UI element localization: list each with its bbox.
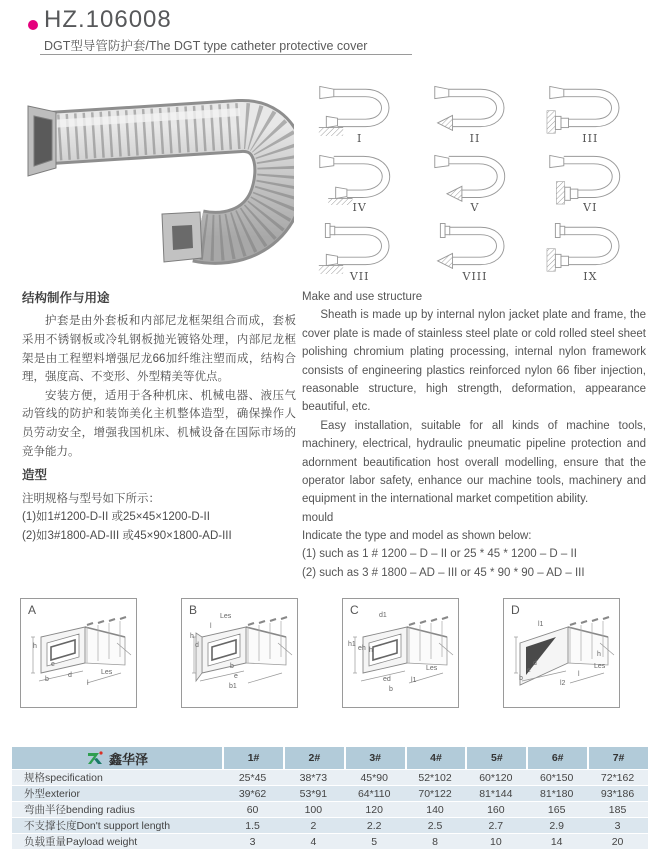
hook-diagram-drawing	[536, 216, 644, 274]
table-row	[12, 769, 648, 785]
dimension-label: e	[527, 667, 531, 674]
column-header-4: 4#	[405, 747, 466, 769]
hook-diagram-drawing	[306, 216, 414, 274]
accent-bullet-icon	[28, 20, 38, 30]
table-cell: 120	[344, 801, 405, 817]
dimension-label: b	[45, 676, 49, 683]
dimension-label: Les	[220, 613, 232, 620]
hook-diagram-drawing	[421, 78, 529, 136]
diagram-numeral: I	[356, 132, 363, 145]
diagram-numeral: VIII	[462, 270, 488, 283]
row-label: 弯曲半径bending radius	[12, 801, 222, 817]
product-photo	[12, 76, 294, 282]
dimension-label: Les	[594, 663, 606, 670]
dimension-drawing-c	[342, 598, 459, 708]
row-label: 负载重量Payload weight	[12, 833, 222, 849]
mounting-diagram-iii	[533, 78, 648, 147]
dimension-label: l1	[411, 677, 417, 684]
header-divider	[40, 54, 412, 55]
table-cell: 81*144	[465, 785, 526, 801]
dimension-label: h1	[348, 641, 356, 648]
cn-model-example-2: (2)如3#1800-AD-III 或45×90×1800-AD-III	[22, 529, 232, 542]
en-model-example-2: (2) such as 3 # 1800 – AD – III or 45 * 90 * 90 – AD – III	[302, 566, 585, 579]
table-cell: 5	[344, 833, 405, 849]
table-cell: 3	[222, 833, 283, 849]
mounting-diagram-viii	[417, 216, 532, 285]
spec-table-head	[12, 747, 648, 769]
dimension-label: b	[389, 686, 393, 693]
table-cell: 2.2	[344, 817, 405, 833]
table-cell: 25*45	[222, 769, 283, 785]
dimension-label: d	[195, 642, 199, 649]
column-header-6: 6#	[526, 747, 587, 769]
dimension-label: b1	[229, 683, 237, 690]
table-cell: 14	[526, 833, 587, 849]
cn-paragraph-2: 安装方便，适用于各种机床、机械电器、液压气动管线的防护和装饰美化主机整体造型，确保操作人员劳动安全，增强我国机床、机械设备在国际市场的竞争能力。	[22, 389, 296, 458]
mounting-diagram-ii	[417, 78, 532, 147]
hook-diagram-drawing	[536, 78, 644, 136]
specification-table	[12, 747, 648, 849]
dimension-label: e	[234, 673, 238, 680]
conduit-sketch	[343, 599, 460, 707]
table-cell: 1.5	[222, 817, 283, 833]
dimension-label: b	[230, 663, 234, 670]
brand-logo-icon	[86, 750, 106, 767]
page-title: HZ.106008	[44, 6, 172, 33]
table-cell: 39*62	[222, 785, 283, 801]
chinese-text-column	[22, 288, 296, 545]
hook-diagram-drawing	[421, 216, 529, 274]
table-header-row	[12, 747, 648, 769]
mounting-diagram-v	[417, 147, 532, 216]
drawing-letter: D	[511, 603, 520, 617]
table-row	[12, 801, 648, 817]
dimension-label: d	[533, 660, 537, 667]
dimension-label: d	[68, 672, 72, 679]
table-row	[12, 817, 648, 833]
mounting-diagram-vii	[302, 216, 417, 285]
mounting-style-diagrams	[302, 78, 648, 286]
table-row	[12, 785, 648, 801]
column-header-1: 1#	[222, 747, 283, 769]
hook-diagram-drawing	[306, 78, 414, 136]
table-cell: 2.9	[526, 817, 587, 833]
dimension-label: l	[210, 623, 212, 630]
hook-diagram-drawing	[536, 147, 644, 205]
dimension-label: Les	[101, 669, 113, 676]
table-cell: 10	[465, 833, 526, 849]
table-cell: 100	[283, 801, 344, 817]
brand-name: 鑫华泽	[109, 751, 149, 767]
mounting-diagram-i	[302, 78, 417, 147]
dimension-label: Les	[426, 665, 438, 672]
dimension-label: l	[87, 680, 89, 687]
cn-model-note: 注明规格与型号如下所示：	[22, 492, 160, 505]
mounting-diagram-ix	[533, 216, 648, 285]
cn-model-heading: 造型	[22, 468, 48, 483]
diagram-numeral: V	[470, 201, 480, 214]
drawing-letter: C	[350, 603, 359, 617]
dimension-drawing-b	[181, 598, 298, 708]
dimension-label: l1	[538, 621, 544, 628]
table-cell: 185	[587, 801, 648, 817]
table-cell: 165	[526, 801, 587, 817]
dimension-drawing-a	[20, 598, 137, 708]
table-cell: 2.7	[465, 817, 526, 833]
table-cell: 140	[405, 801, 466, 817]
diagram-numeral: VI	[583, 201, 598, 214]
dimension-label: h	[369, 647, 373, 654]
en-model-example-1: (1) such as 1 # 1200 – D – II or 25 * 45 * 1200 – D – II	[302, 548, 577, 561]
table-cell: 93*186	[587, 785, 648, 801]
table-cell: 81*180	[526, 785, 587, 801]
dimension-label: h	[33, 643, 37, 650]
drawing-letter: A	[28, 603, 37, 617]
table-cell: 3	[587, 817, 648, 833]
table-cell: 64*110	[344, 785, 405, 801]
diagram-numeral: II	[469, 132, 481, 145]
brand-logo-block	[12, 749, 222, 768]
en-structure-heading: Make and use structure	[302, 291, 423, 303]
table-cell: 60*150	[526, 769, 587, 785]
hook-diagram-drawing	[306, 147, 414, 205]
en-paragraph-2: Easy installation, suitable for all kinds of machine tools, machinery, electrical, hydraulic pneumatic pipeline protection and adornment beautification host overall modelling, ensure that the operator labor safety, enhance our machine tools, machinery and equipment in the international market competition ability.	[302, 419, 646, 506]
table-cell: 2	[283, 817, 344, 833]
table-cell: 45*90	[344, 769, 405, 785]
dimension-label: h	[190, 633, 194, 640]
en-paragraph-1: Sheath is made up by internal nylon jacket plate and frame, the cover plate is made of stainless steel plate or cold rolled steel sheet polishing chromium plating processing, internal nylon framework consists of engineering plastics reinforced nylon 66 fiber injection, reasonable structure, high strength, deformation, appearance beautiful, etc.	[302, 309, 646, 414]
table-cell: 60	[222, 801, 283, 817]
en-model-note: Indicate the type and model as shown below:	[302, 530, 532, 543]
table-cell: 2.5	[405, 817, 466, 833]
dimension-label: e	[51, 661, 55, 668]
diagram-numeral: III	[582, 132, 599, 145]
column-header-2: 2#	[283, 747, 344, 769]
column-header-3: 3#	[344, 747, 405, 769]
mounting-diagram-vi	[533, 147, 648, 216]
table-cell: 60*120	[465, 769, 526, 785]
spec-table-body	[12, 769, 648, 849]
table-cell: 70*122	[405, 785, 466, 801]
table-cell: 52*102	[405, 769, 466, 785]
page-subtitle: DGT型导管防护套/The DGT type catheter protective cover	[44, 39, 368, 53]
conduit-sketch	[21, 599, 138, 707]
dimension-label: b	[519, 675, 523, 682]
row-label: 规格specification	[12, 769, 222, 785]
dimension-drawing-d	[503, 598, 620, 708]
diagram-numeral: IV	[352, 201, 367, 214]
dimension-label: l2	[560, 680, 566, 687]
table-cell: 8	[405, 833, 466, 849]
conduit-sketch	[504, 599, 621, 707]
table-cell: 20	[587, 833, 648, 849]
en-mould-label: mould	[302, 511, 334, 524]
row-label: 不支撑长度Don't support length	[12, 817, 222, 833]
brand-header-cell	[12, 747, 222, 769]
table-cell: 4	[283, 833, 344, 849]
table-cell: 53*91	[283, 785, 344, 801]
column-header-7: 7#	[587, 747, 648, 769]
table-cell: 160	[465, 801, 526, 817]
cn-paragraph-1: 护套是由外套板和内部尼龙框架组合而成，套板采用不锈钢板或冷轧钢板抛光镀铬处理，内部尼龙框架是由工程塑料增强尼龙66加纤维注塑而成，结构合理，强度高、不变形、外型精美等优点。	[22, 315, 296, 384]
mounting-diagram-iv	[302, 147, 417, 216]
diagram-numeral: VII	[349, 270, 370, 283]
dimension-label: ed	[383, 676, 391, 683]
table-cell: 38*73	[283, 769, 344, 785]
cn-structure-heading: 结构制作与用途	[22, 291, 110, 305]
hook-diagram-drawing	[421, 147, 529, 205]
dimension-label: h	[597, 651, 601, 658]
diagram-numeral: IX	[583, 270, 598, 283]
cn-model-example-1: (1)如1#1200-D-II 或25×45×1200-D-II	[22, 511, 210, 524]
english-text-column	[302, 288, 646, 582]
table-cell: 72*162	[587, 769, 648, 785]
column-header-5: 5#	[465, 747, 526, 769]
row-label: 外型exterior	[12, 785, 222, 801]
table-row	[12, 833, 648, 849]
dimension-label: d1	[379, 612, 387, 619]
dimension-label: l	[578, 671, 580, 678]
conduit-sketch	[182, 599, 299, 707]
dimension-label: eh	[358, 645, 366, 652]
drawing-letter: B	[189, 603, 198, 617]
